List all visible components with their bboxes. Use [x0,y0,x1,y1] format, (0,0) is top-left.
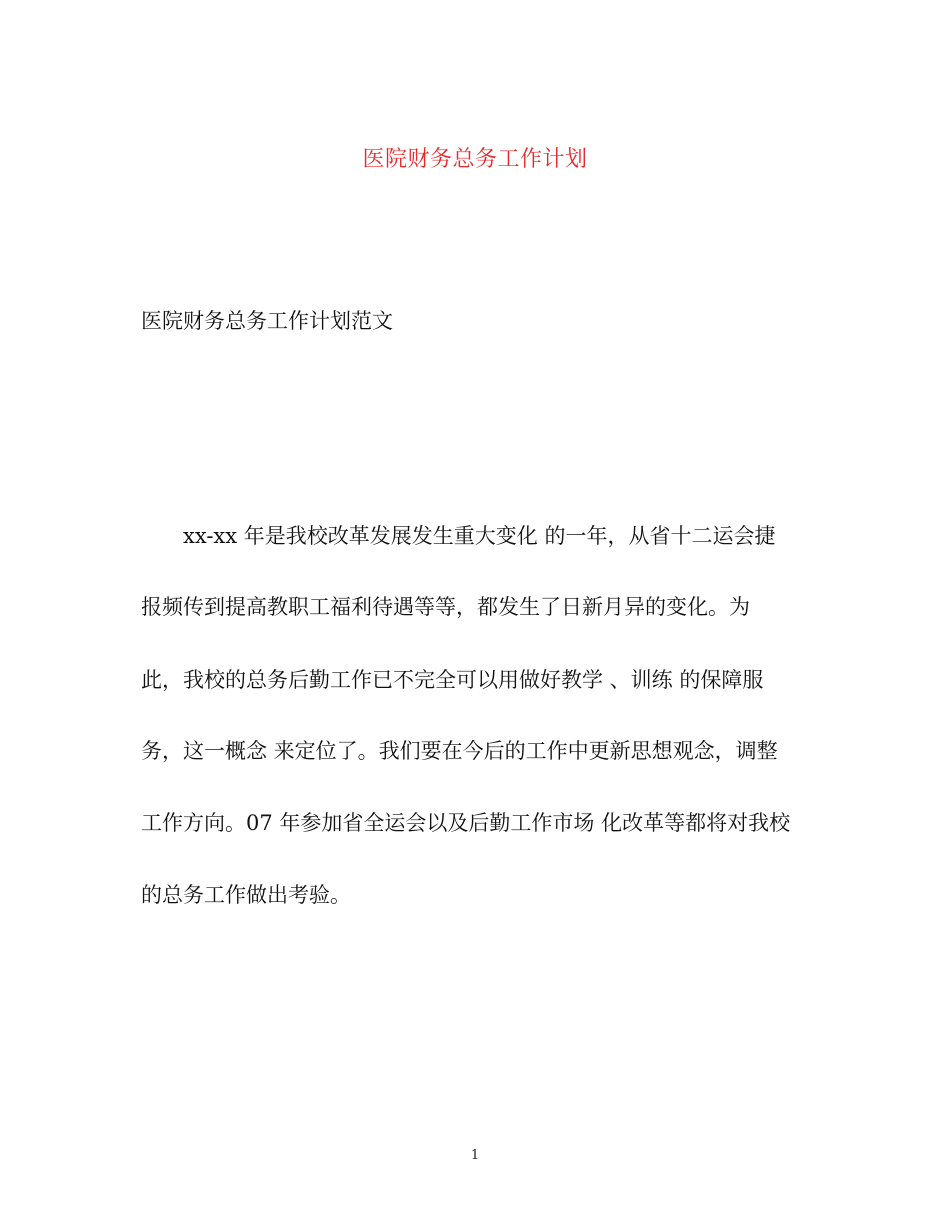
paragraph-line: 工作方向。07 年参加省全运会以及后勤工作市场 化改革等都将对我校 [141,811,791,835]
paragraph-line: 务，这一概念 来定位了。我们要在今后的工作中更新思想观念，调整 [141,739,778,763]
paragraph-line: 报频传到提高教职工福利待遇等等，都发生了日新月异的变化。为 [141,595,750,619]
document-title: 医院财务总务工作计划 [362,147,588,172]
page-number: 1 [470,1148,480,1163]
document-subtitle: 医院财务总务工作计划范文 [141,309,393,333]
paragraph-line: 的总务工作做出考验。 [141,883,351,907]
paragraph-line: 此，我校的总务后勤工作已不完全可以用做好教学 、训练 的保障服 [141,668,764,692]
paragraph-line: xx-xx 年是我校改革发展发生重大变化 的一年，从省十二运会捷 [183,524,776,548]
